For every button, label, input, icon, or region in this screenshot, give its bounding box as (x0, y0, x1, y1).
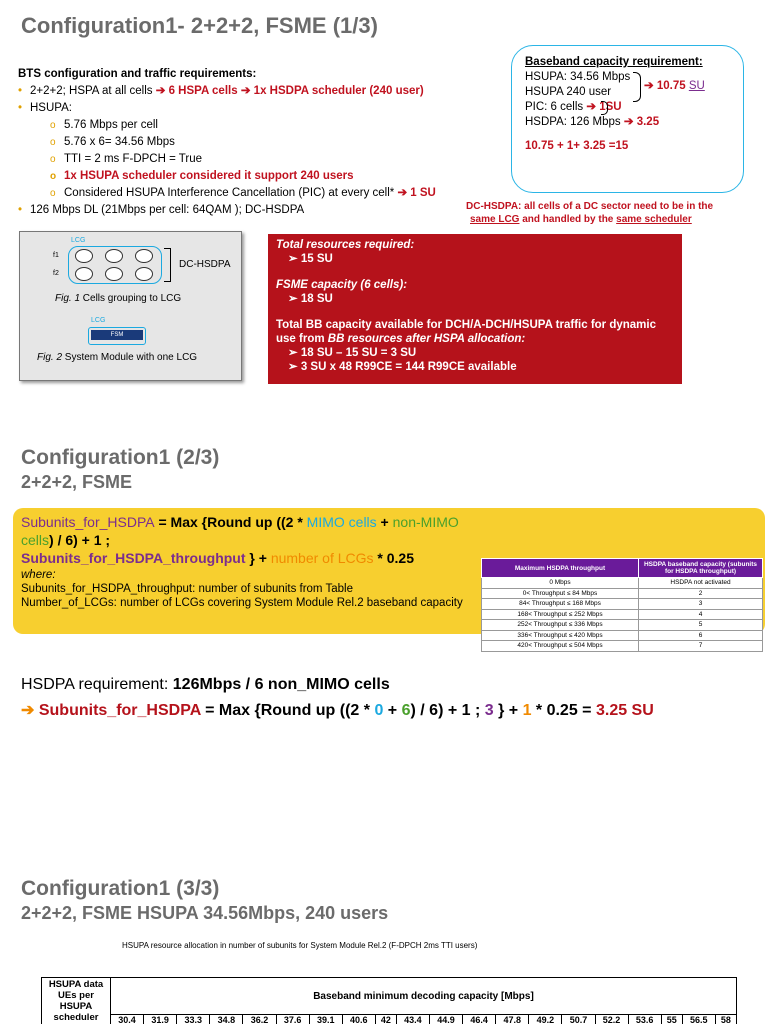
table-cell: 42 (375, 1015, 396, 1024)
list-item: o Considered HSUPA Interference Cancellation (PIC) at every cell* ➔ 1 SU (50, 185, 488, 202)
hsupa-sublist (30, 117, 488, 202)
arrow-icon: ➔ (240, 85, 251, 97)
slide2-title: Configuration1 (2/3) (21, 446, 220, 469)
f2-label: f2 (53, 270, 59, 277)
table-cell: 40.6 (342, 1015, 375, 1024)
arrow-icon: ➔ (397, 187, 408, 199)
formula-text: Subunits_for_HSDPA = Max {Round up ((2 * MIMO cells + non-MIMO cells) / 6) + 1 ; Subunits_for_HSDPA_throughput } + number of LCGs * 0.25 (21, 514, 459, 566)
table-cell: 168< Throughput ≤ 252 Mbps (482, 609, 639, 620)
table-cell: 50.7 (562, 1015, 595, 1024)
table-cell: 46.4 (463, 1015, 496, 1024)
table-cell: 336< Throughput ≤ 420 Mbps (482, 630, 639, 641)
list-item: • 126 Mbps DL (21Mbps per cell: 64QAM ); DC-HSDPA (18, 202, 488, 219)
table-row (482, 578, 763, 589)
requirements-list (18, 83, 488, 219)
brace-icon (164, 248, 171, 282)
table-cell: 33.3 (177, 1015, 210, 1024)
table-cell: 0 Mbps (482, 578, 639, 589)
list-item: o 1x HSUPA scheduler considered it support 240 users (50, 168, 488, 185)
table-cell: 39.1 (309, 1015, 342, 1024)
fig1-caption: Fig. 1 Cells grouping to LCG (55, 293, 182, 304)
table-cell: 6 (639, 630, 763, 641)
table-cell: 36.2 (243, 1015, 276, 1024)
table-caption: HSUPA resource allocation in number of subunits for System Module Rel.2 (F-DPCH 2ms TTI users) (122, 941, 478, 950)
table-cell: 43.4 (396, 1015, 429, 1024)
table-cell: HSDPA not activated (639, 578, 763, 589)
capacity-line: HSUPA: 34.56 Mbps (525, 71, 631, 83)
brace-icon (601, 101, 608, 115)
lcg-label: LCG (71, 237, 86, 244)
table-cell: 58 (715, 1015, 736, 1024)
cell-icon (75, 267, 93, 286)
hsupa-allocation-table (41, 977, 737, 1024)
f1-label: f1 (53, 252, 59, 259)
table-cell: 7 (639, 641, 763, 652)
table-cell: 252< Throughput ≤ 336 Mbps (482, 620, 639, 631)
table-row (482, 630, 763, 641)
table-cell: 30.4 (111, 1015, 144, 1024)
bullet-text: 2+2+2; HSPA at all cells (30, 85, 153, 97)
list-item: o 5.76 x 6= 34.56 Mbps (50, 134, 488, 151)
hsdpa-capacity-table (481, 558, 763, 652)
table-row (482, 620, 763, 631)
fig2-caption: Fig. 2 System Module with one LCG (37, 352, 198, 363)
table-cell: 84< Throughput ≤ 168 Mbps (482, 599, 639, 610)
table-cell: 44.9 (429, 1015, 462, 1024)
capacity-line: HSDPA: 126 Mbps ➔ 3.25 (525, 116, 660, 128)
table-cell: 31.9 (144, 1015, 177, 1024)
cell-icon (105, 249, 123, 268)
cell-icon (135, 267, 153, 286)
cell-icon (75, 249, 93, 268)
table-cell: 37.6 (276, 1015, 309, 1024)
requirements-section (18, 66, 488, 219)
fsm-module: FSM (88, 327, 146, 345)
formula-where: where: Subunits_for_HSDPA_throughput: number of subunits from Table Number_of_LCGs: number of LCGs covering System Module Rel.2 baseband capacity (21, 569, 463, 609)
column-header: Baseband minimum decoding capacity [Mbps] (111, 978, 737, 1015)
table-cell: 49.2 (529, 1015, 562, 1024)
table-cell: 420< Throughput ≤ 504 Mbps (482, 641, 639, 652)
arrow-icon: ➔ (21, 702, 35, 719)
dc-hsdpa-label: DC-HSDPA (179, 259, 231, 270)
table-header: Maximum HSDPA throughput (482, 559, 639, 578)
brace-icon (633, 72, 641, 102)
table-cell: 2 (639, 588, 763, 599)
table-cell: 55 (661, 1015, 682, 1024)
capacity-line: HSUPA 240 user (525, 86, 612, 98)
capacity-sum: 10.75 + 1+ 3.25 =15 (525, 140, 629, 152)
arrow-icon: ➔ (155, 85, 166, 97)
dc-hsdpa-note: DC-HSDPA: all cells of a DC sector need to be in the same LCG and handled by the same scheduler (466, 201, 714, 225)
table-cell: 0< Throughput ≤ 84 Mbps (482, 588, 639, 599)
table-row (482, 588, 763, 599)
table-row (482, 599, 763, 610)
table-cell: 52.2 (595, 1015, 628, 1024)
table-cell: 34.8 (210, 1015, 243, 1024)
slide3-subtitle: 2+2+2, FSME HSUPA 34.56Mbps, 240 users (21, 903, 389, 923)
bullet-result: 6 HSPA cells (168, 85, 238, 97)
slide1-title: Configuration1- 2+2+2, FSME (1/3) (21, 13, 378, 38)
slide2-subtitle: 2+2+2, FSME (21, 472, 133, 492)
table-cell: 53.6 (628, 1015, 661, 1024)
bullet-text: HSUPA: (30, 102, 72, 114)
list-item (18, 83, 488, 100)
table-cell: 3 (639, 599, 763, 610)
slide3-title: Configuration1 (3/3) (21, 877, 220, 900)
baseband-capacity-box (511, 45, 744, 193)
brace-result: ➔ 10.75 SU (644, 80, 705, 92)
resources-summary-box: Total resources required: ➢ 15 SU FSME capacity (6 cells): ➢ 18 SU Total BB capacity available for DCH/A-DCH/HSUPA traffic for dynamic use from BB resources after HSPA allocation: ➢ 18 SU – 15 SU = 3 SU ➢ 3 SU x 48 R99CE = 144 R99CE available (268, 234, 682, 384)
table-row (482, 641, 763, 652)
capacity-line: PIC: 6 cells ➔ 1SU (525, 101, 622, 113)
table-cell: 47.8 (496, 1015, 529, 1024)
bullet-result: 1x HSDPA scheduler (240 user) (253, 85, 424, 97)
table-cell: 5 (639, 620, 763, 631)
lcg-label: LCG (91, 317, 106, 324)
cell-icon (105, 267, 123, 286)
requirements-heading: BTS configuration and traffic requirements: (18, 68, 257, 80)
table-cell: 4 (639, 609, 763, 620)
hsdpa-requirement: HSDPA requirement: 126Mbps / 6 non_MIMO cells (21, 676, 390, 693)
table-header: HSDPA baseband capacity (subunits for HSDPA throughput) (639, 559, 763, 578)
table-row (482, 609, 763, 620)
cell-icon (135, 249, 153, 268)
table-cell: 56.5 (682, 1015, 715, 1024)
list-item: o TTI = 2 ms F-DPCH = True (50, 151, 488, 168)
list-item: o 5.76 Mbps per cell (50, 117, 488, 134)
list-item (18, 100, 488, 202)
capacity-heading: Baseband capacity requirement: (525, 56, 703, 68)
row-header: HSUPA data UEs per HSUPA scheduler (42, 978, 111, 1024)
hsdpa-calculation: ➔ Subunits_for_HSDPA = Max {Round up ((2 * 0 + 6) / 6) + 1 ; 3 } + 1 * 0.25 = 3.25 SU (21, 702, 654, 719)
figure-box (19, 231, 242, 381)
